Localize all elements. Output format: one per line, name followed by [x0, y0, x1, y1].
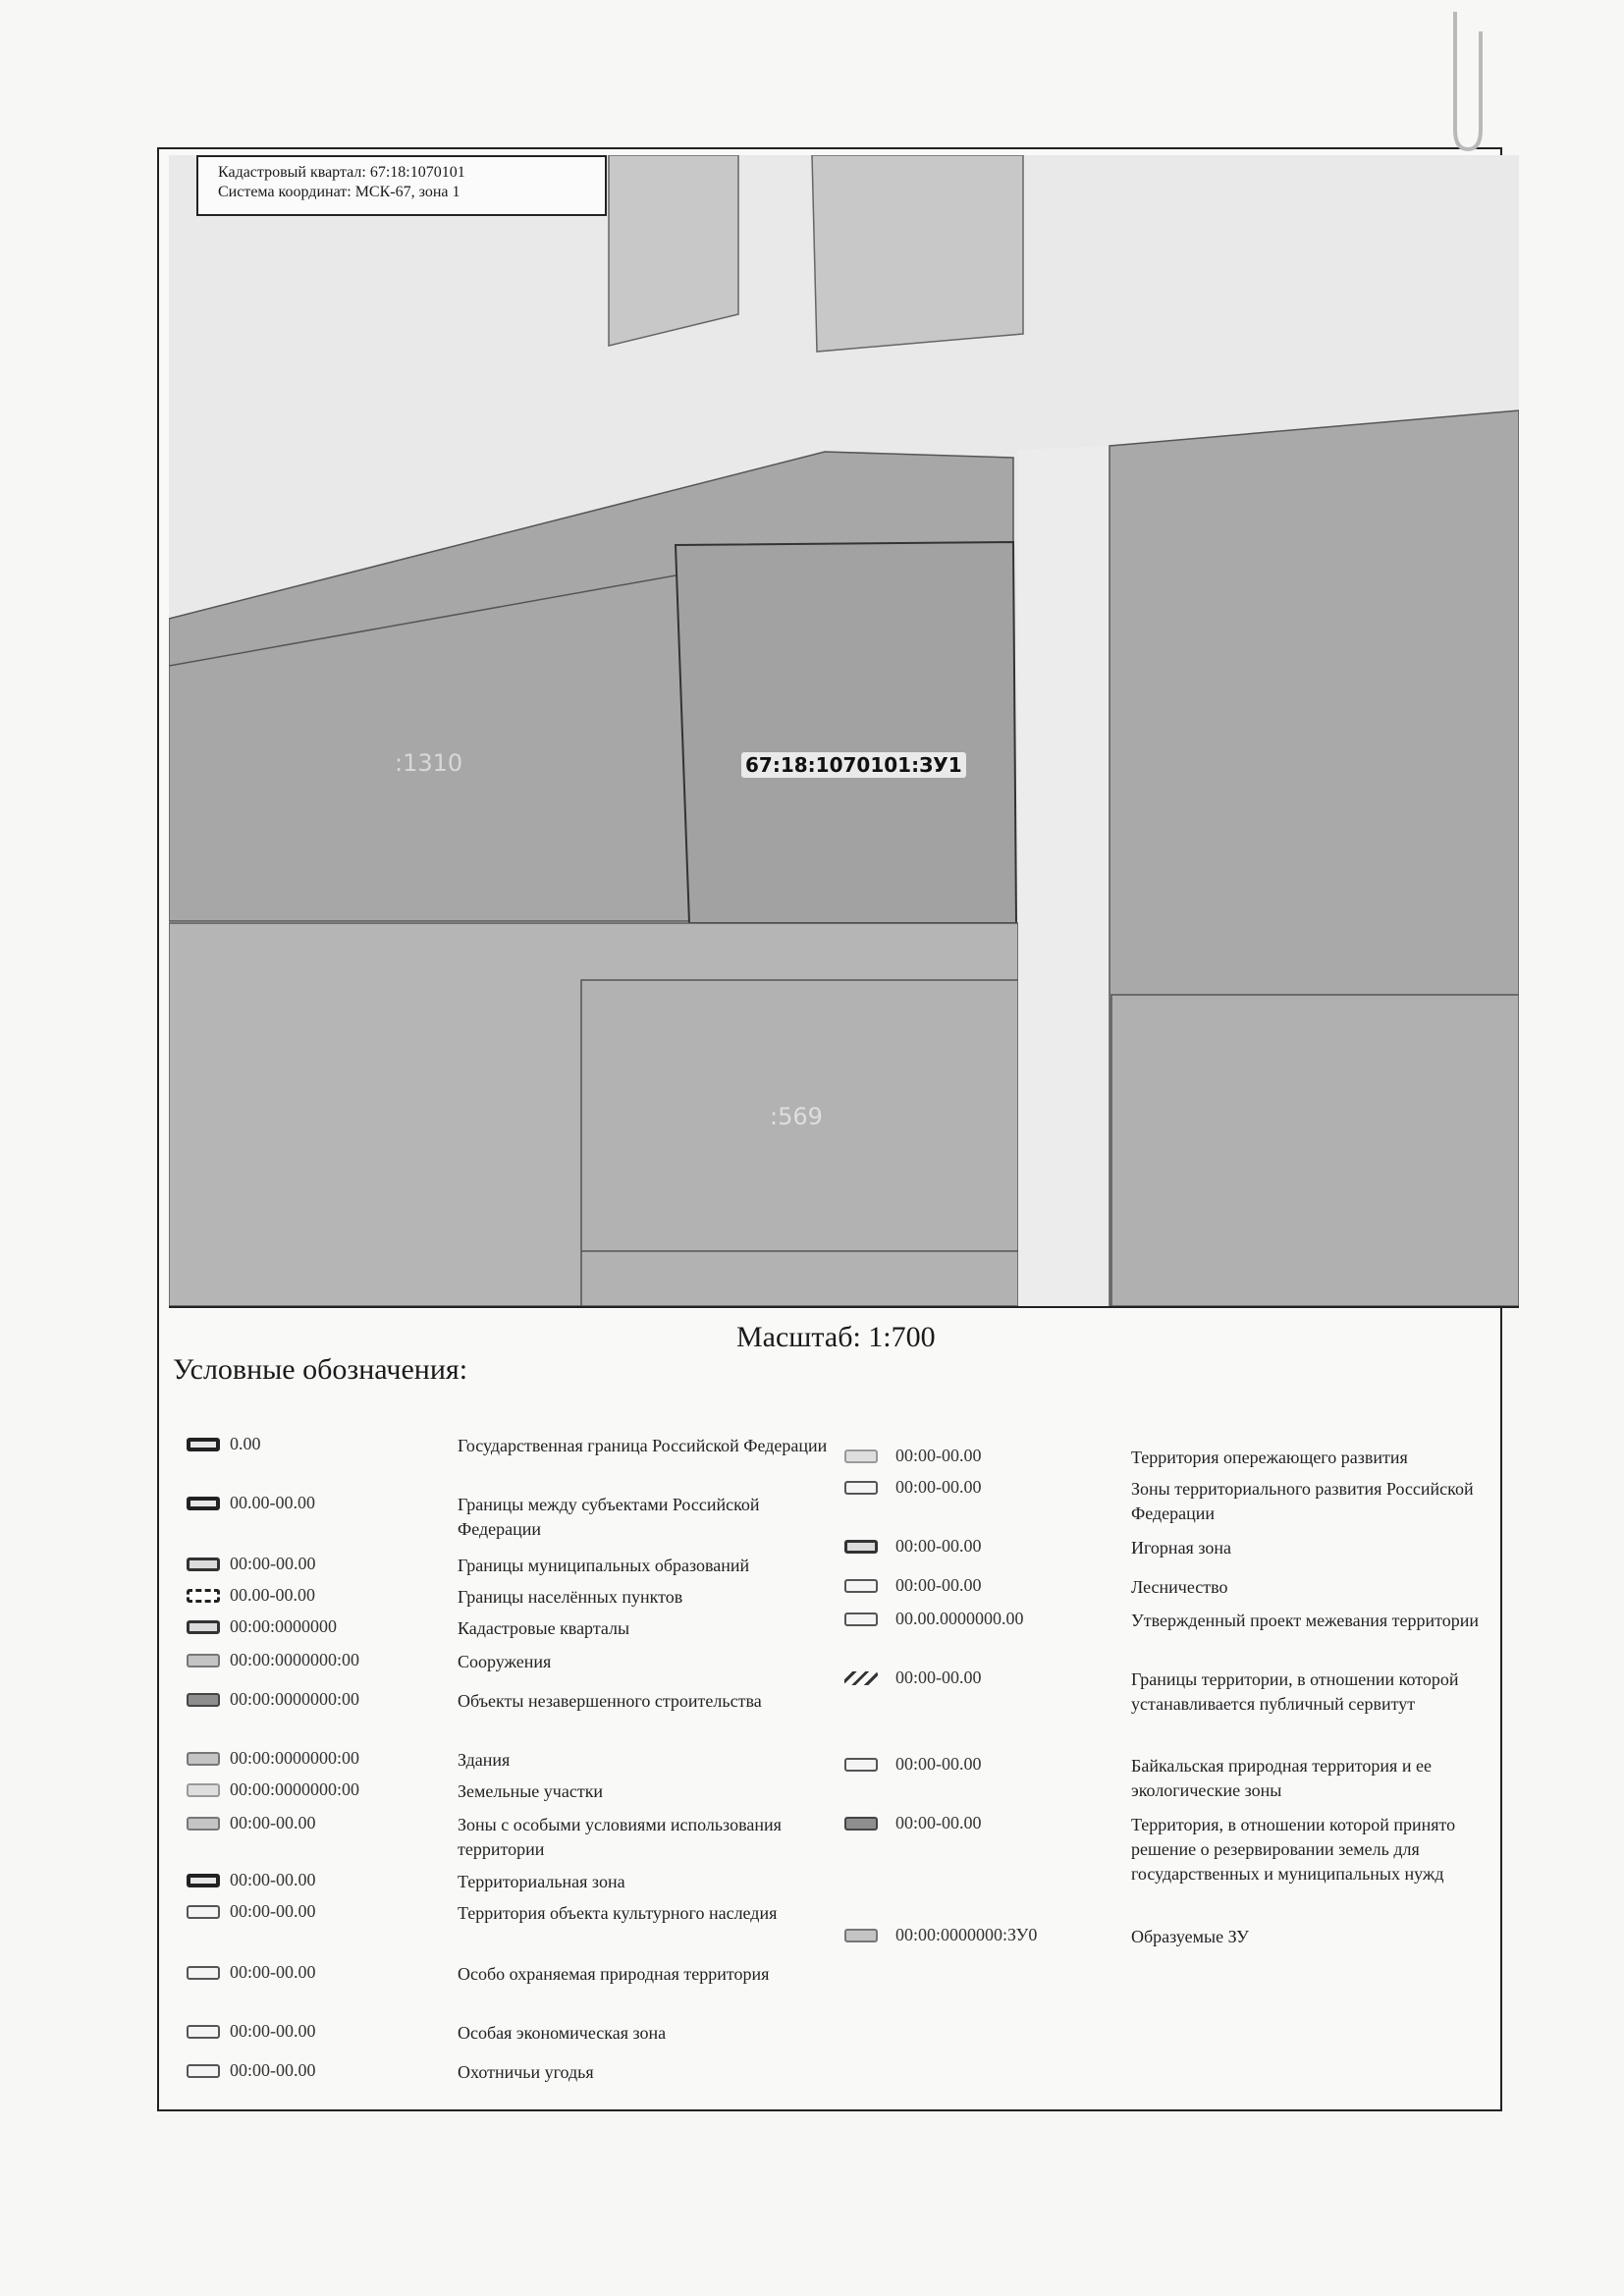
legend-right-label-5: Границы территории, в отношении которой устанавливается публичный сервитут: [1131, 1669, 1459, 1714]
legend-right-symbol-6: [844, 1758, 878, 1772]
legend-left-code-14: 00:00-00.00: [230, 2060, 316, 2080]
legend-left-code-2: 00:00-00.00: [230, 1554, 316, 1573]
legend-left-code-0: 0.00: [230, 1434, 261, 1453]
legend-left-symbol-12: [187, 1966, 220, 1980]
legend-left-label-10: Территориальная зона: [458, 1872, 625, 1891]
cadastral-quarter-line: Кадастровый квартал: 67:18:1070101: [218, 164, 465, 181]
legend-right-symbol-2: [844, 1540, 878, 1554]
legend-right-label-7: Территория, в отношении которой принято решение о резервировании земель для государственных и муниципальных нужд: [1131, 1815, 1456, 1884]
legend-left-symbol-5: [187, 1654, 220, 1667]
legend-left-label-0: Государственная граница Российской Федерации: [458, 1436, 828, 1455]
legend-right-code-4: 00.00.0000000.00: [895, 1609, 1024, 1628]
legend-right-symbol-4: [844, 1613, 878, 1626]
legend-right-label-1: Зоны территориального развития Российской Федерации: [1131, 1479, 1474, 1523]
coordinate-system-line: Система координат: МСК-67, зона 1: [218, 184, 460, 200]
legend-right-label-2: Игорная зона: [1131, 1538, 1231, 1558]
legend-left-symbol-14: [187, 2064, 220, 2078]
legend-left-code-9: 00:00-00.00: [230, 1813, 316, 1832]
legend-left-code-5: 00:00:0000000:00: [230, 1650, 360, 1669]
legend-left-label-7: Здания: [458, 1750, 511, 1770]
legend-left-code-12: 00:00-00.00: [230, 1962, 316, 1982]
legend-right-symbol-3: [844, 1579, 878, 1593]
legend-left-label-1: Границы между субъектами Российской Федерации: [458, 1495, 760, 1539]
legend-left-code-8: 00:00:0000000:00: [230, 1779, 360, 1799]
parcel-label-zu1[interactable]: 67:18:1070101:ЗУ1: [741, 752, 966, 778]
legend-right-code-1: 00:00-00.00: [895, 1477, 982, 1497]
map-scale: Масштаб: 1:700: [736, 1321, 936, 1353]
legend-right-symbol-5: [844, 1671, 878, 1685]
legend-right-code-2: 00:00-00.00: [895, 1536, 982, 1556]
legend-left-label-9: Зоны с особыми условиями использования территории: [458, 1815, 782, 1859]
parcel-569-outline: [581, 980, 1018, 1306]
legend-left-label-2: Границы муниципальных образований: [458, 1556, 750, 1575]
road-strip: [1018, 446, 1110, 1306]
legend-left-code-11: 00:00-00.00: [230, 1901, 316, 1921]
legend-left-code-1: 00.00-00.00: [230, 1493, 315, 1512]
legend-right-code-6: 00:00-00.00: [895, 1754, 982, 1774]
legend-left-code-7: 00:00:0000000:00: [230, 1748, 360, 1768]
legend-right-code-3: 00:00-00.00: [895, 1575, 982, 1595]
legend-right-label-3: Лесничество: [1131, 1577, 1228, 1597]
legend-left-label-5: Сооружения: [458, 1652, 552, 1671]
map-canvas: [169, 155, 1519, 1306]
cadastral-map[interactable]: [169, 155, 1519, 1308]
legend-left-label-11: Территория объекта культурного наследия: [458, 1903, 778, 1923]
parcel-top-right: [812, 155, 1023, 352]
legend-left-symbol-3: [187, 1589, 220, 1603]
legend-right-code-7: 00:00-00.00: [895, 1813, 982, 1832]
map-info-box: [196, 155, 607, 216]
legend-left-symbol-6: [187, 1693, 220, 1707]
legend-right-label-4: Утвержденный проект межевания территории: [1131, 1611, 1480, 1630]
legend-left-label-13: Особая экономическая зона: [458, 2023, 667, 2043]
legend-right-code-0: 00:00-00.00: [895, 1446, 982, 1465]
legend-left-code-10: 00:00-00.00: [230, 1870, 316, 1889]
legend-left-label-4: Кадастровые кварталы: [458, 1618, 630, 1638]
legend-left-symbol-1: [187, 1497, 220, 1510]
legend-left-symbol-2: [187, 1558, 220, 1571]
legend-left-label-8: Земельные участки: [458, 1781, 604, 1801]
legend-left-code-13: 00:00-00.00: [230, 2021, 316, 2041]
legend-right-label-6: Байкальская природная территория и ее экологические зоны: [1131, 1756, 1432, 1800]
legend-right-label-0: Территория опережающего развития: [1131, 1448, 1408, 1467]
legend-left-label-6: Объекты незавершенного строительства: [458, 1691, 762, 1711]
parcel-right-lower: [1111, 995, 1519, 1306]
legend-right-code-5: 00:00-00.00: [895, 1667, 982, 1687]
legend-left-symbol-0: [187, 1438, 220, 1451]
legend-right-symbol-0: [844, 1449, 878, 1463]
legend-right-code-8: 00:00:0000000:ЗУ0: [895, 1925, 1038, 1944]
legend-right-symbol-7: [844, 1817, 878, 1831]
legend-right-label-8: Образуемые ЗУ: [1131, 1927, 1249, 1946]
legend-left-symbol-11: [187, 1905, 220, 1919]
legend-left-symbol-9: [187, 1817, 220, 1831]
legend-left-label-14: Охотничьи угодья: [458, 2062, 594, 2082]
legend-left-code-4: 00:00:0000000: [230, 1616, 338, 1636]
legend-left-symbol-13: [187, 2025, 220, 2039]
parcel-label-569[interactable]: :569: [770, 1103, 823, 1130]
legend-left-symbol-8: [187, 1783, 220, 1797]
legend-left-symbol-10: [187, 1874, 220, 1887]
parcel-zu1-outline: [676, 542, 1016, 923]
legend-left-code-3: 00.00-00.00: [230, 1585, 315, 1605]
legend-title: Условные обозначения:: [173, 1353, 468, 1386]
legend-left-label-3: Границы населённых пунктов: [458, 1587, 683, 1607]
legend-right-symbol-8: [844, 1929, 878, 1942]
legend-left-symbol-4: [187, 1620, 220, 1634]
legend-left-label-12: Особо охраняемая природная территория: [458, 1964, 770, 1984]
legend-left-symbol-7: [187, 1752, 220, 1766]
parcel-top-left: [609, 155, 738, 346]
legend-right-symbol-1: [844, 1481, 878, 1495]
paper-clip-icon: [1443, 12, 1492, 159]
parcel-label-1310[interactable]: :1310: [395, 749, 463, 777]
legend-left-code-6: 00:00:0000000:00: [230, 1689, 360, 1709]
